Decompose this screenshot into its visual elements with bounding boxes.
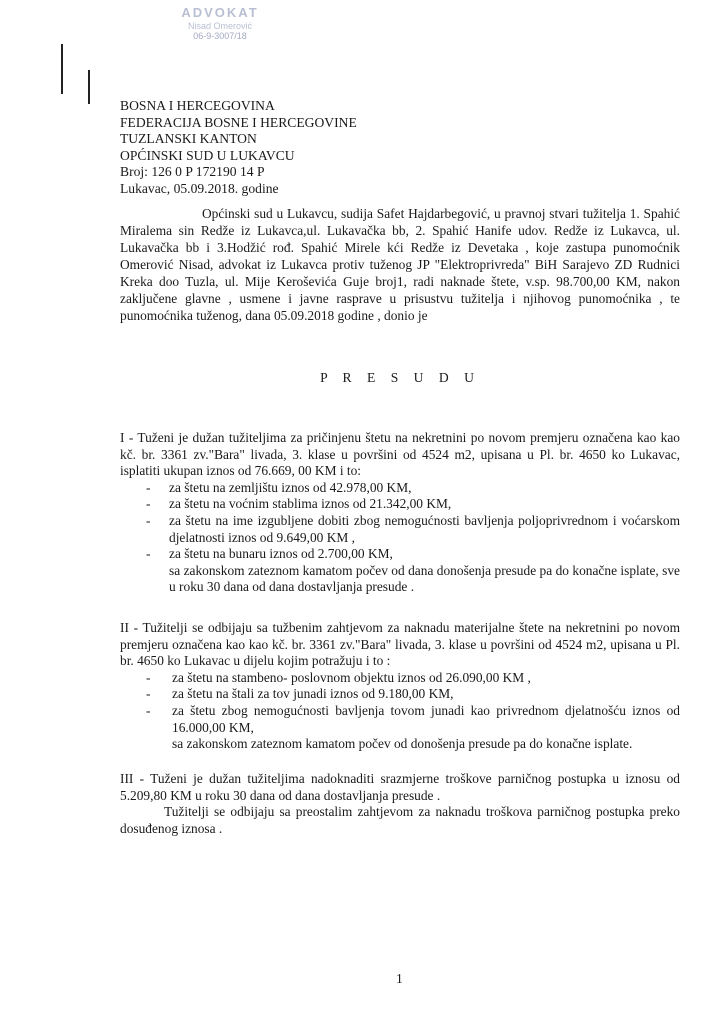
- intro-paragraph: Općinski sud u Lukavcu, sudija Safet Hajdarbegović, u pravnoj stvari tužitelja 1. Spahić Miralema sin Redže iz Lukavca,ul. Lukavačka bb, 2. Spahić Hanife udov. Redže iz Lukavca, ul. Lukavačka bb i 3.Hodžić rođ. Spahić Mirele kći Redže iz Devetaka , koje zastupa punomoćnik Omerović Nisad, advokat iz Lukavca protiv tuženog JP "Elektroprivreda" BiH Sarajevo ZD Rudnici Kreka doo Tuzla, ul. Mije Keroševića Guje broj1, radi naknade štete, v.sp. 98.700,00 KM, nakon zaključene glavne , usmene i javne rasprave u prisustvu tužitelja i njihovog punomoćnika , te punomoćnika tuženog, dana 05.09.2018 godine , donio je: [120, 206, 680, 323]
- header-country: BOSNA I HERCEGOVINA: [120, 98, 275, 113]
- lawyer-stamp: [140, 6, 300, 42]
- list-item: - za štetu na voćnim stablima iznos od 21.342,00 KM,: [146, 496, 452, 512]
- stamp-name: Nisad Omerović: [187, 20, 252, 31]
- verdict-section-2: [120, 620, 680, 753]
- header-canton: TUZLANSKI KANTON: [120, 131, 257, 146]
- header-case-number: Broj: 126 0 P 172190 14 P: [120, 164, 265, 179]
- stamp-title: ADVOKAT: [181, 5, 259, 20]
- header-place-date: Lukavac, 05.09.2018. godine: [120, 180, 279, 196]
- verdict-section-1: [120, 430, 680, 596]
- section-3-rejection: Tužitelji se odbijaju sa preostalim zahtjevom za naknadu troškova parničnog postupka preko dosuđenog iznosa .: [120, 804, 680, 836]
- section-2-lead: II - Tužitelji se odbijaju sa tužbenim zahtjevom za naknadu materijalne štete na nekretnini po novom premjeru označena kao kao kč. br. 3361 zv."Bara" livada, 3. klase u površini od 4524 m2, upisana u Pl. br. 4650 ko Lukavac u dijelu kojim potražuju i to :: [120, 620, 680, 669]
- page-number: 1: [396, 971, 403, 986]
- section-1-items: [120, 480, 680, 563]
- list-item: - za štetu na bunaru iznos od 2.700,00 KM,: [146, 546, 393, 562]
- verdict-section-3: [120, 771, 680, 837]
- list-item: - za štetu na ime izgubljene dobiti zbog nemogućnosti bavljenja poljoprivrednom i voćarskom djelatnosti iznos od 9.649,00 KM ,: [146, 512, 680, 545]
- section-2-items: [120, 670, 680, 736]
- list-item: - za štetu na zemljištu iznos od 42.978,00 KM,: [146, 479, 412, 495]
- court-header: [120, 98, 357, 197]
- stamp-number: 06-9-3007/18: [193, 31, 247, 42]
- section-3-costs: III - Tuženi je dužan tužiteljima nadoknaditi srazmjerne troškove parničnog postupka u iznosu od 5.209,80 KM u roku 30 dana od dana dostavljanja presude .: [120, 771, 680, 803]
- section-1-lead: I - Tuženi je dužan tužiteljima za pričinjenu štetu na nekretnini po novom premjeru označena kao kao kč. br. 3361 zv."Bara" livada, 3. klase u površini od 4524 m2, upisana u Pl. br. 4650 ko Lukavac, isplatiti ukupan iznos od 76.669, 00 KM i to:: [120, 430, 680, 479]
- margin-mark: [88, 70, 90, 104]
- section-2-tail: sa zakonskom zateznom kamatom počev od donošenja presude pa do konačne isplate.: [172, 736, 633, 752]
- header-court: OPĆINSKI SUD U LUKAVCU: [120, 147, 295, 163]
- header-federation: FEDERACIJA BOSNE I HERCEGOVINE: [120, 114, 357, 130]
- list-item: - za štetu zbog nemogućnosti bavljenja tovom junadi kao privrednom djelatnošću iznos od 16.000,00 KM,: [146, 702, 680, 735]
- list-item: - za štetu na štali za tov junadi iznos od 9.180,00 KM,: [146, 686, 454, 702]
- section-1-tail: sa zakonskom zateznom kamatom počev od dana donošenja presude pa do konačne isplate, sve u roku 30 dana od dana dostavljanja presude .: [169, 562, 680, 595]
- margin-mark: [61, 44, 63, 94]
- verdict-title: P R E S U D U: [320, 370, 480, 385]
- list-item: - za štetu na stambeno- poslovnom objektu iznos od 26.090,00 KM ,: [146, 669, 531, 685]
